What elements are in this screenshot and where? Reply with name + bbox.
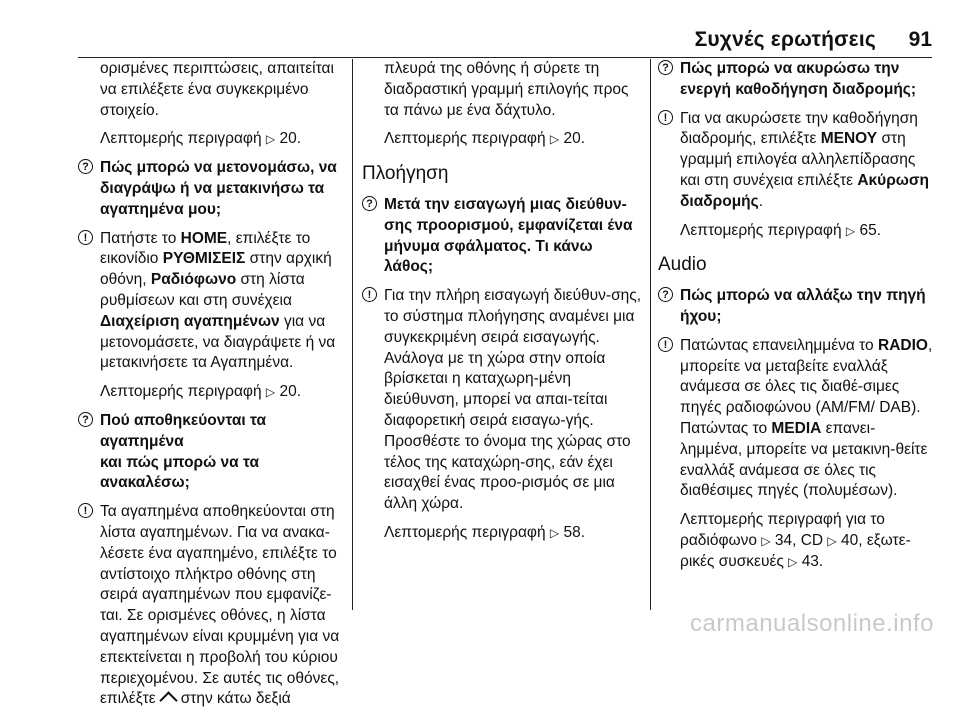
question-text: Πώς μπορώ να αλλάξω την πηγή ήχου; [680, 287, 926, 325]
answer-block [78, 502, 348, 710]
question-block [78, 411, 348, 494]
page-header [0, 0, 960, 58]
answer-text: Για την πλήρη εισαγωγή διεύθυν-σης, το σύστημα πλοήγησης αναμένει μια συγκεκριμένη σειρά εισαγωγής. Ανάλογα με τη χώρα στην οποία βρίσκεται η καταχωρη-μένη διεύθυνση, μπορεί να απαι-τείται διαφορετική σειρά εισαγω-γής. Προσθέστε το όνομα της χώρας στο τέλος της καταχώρη-σης, εάν έχει εισαχθεί ένας προο-ρισμός σε μια άλλη χώρα. [384, 287, 642, 513]
section-heading: Πλοήγηση [362, 163, 449, 185]
answer-block [362, 286, 644, 515]
chevron-up-icon [159, 692, 177, 710]
question-block [78, 158, 348, 220]
column-1 [78, 59, 348, 718]
question-text: Πώς μπορώ να μετονομάσω, να διαγράψω ή να μετακινήσω τα αγαπημένα μου; [100, 159, 337, 218]
column-3 [658, 59, 933, 581]
column-2 [362, 59, 644, 552]
exclamation-circle-icon: ! [658, 110, 673, 125]
page-reference-arrow-icon: ▷ [788, 554, 798, 569]
answer-block [658, 109, 933, 213]
page-reference-arrow-icon: ▷ [827, 533, 837, 548]
question-circle-icon: ? [78, 159, 93, 174]
question-block [658, 59, 933, 101]
intro-paragraph: ορισμένες περιπτώσεις, απαιτείται να επιλέξετε ένα συγκεκριμένο στοιχείο. [100, 60, 334, 119]
column-divider [352, 59, 353, 610]
exclamation-circle-icon: ! [658, 337, 673, 352]
question-text: Πώς μπορώ να ακυρώσω την ενεργή καθοδήγηση διαδρομής; [680, 60, 917, 98]
reference-line: Λεπτομερής περιγραφή για το ραδιόφωνο ▷ 34, CD ▷ 40, εξωτε-ρικές συσκευές ▷ 43. [680, 511, 911, 570]
continued-paragraph: πλευρά της οθόνης ή σύρετε τη διαδραστική γραμμή επιλογής προς τα πάνω με ένα δάχτυλο. [384, 60, 629, 119]
page-title: Συχνές ερωτήσεις [694, 28, 876, 51]
question-block [362, 195, 644, 278]
page-reference-arrow-icon: ▷ [845, 223, 856, 238]
question-circle-icon: ? [362, 196, 377, 211]
watermark: carmanualsonline.info [690, 610, 934, 637]
question-circle-icon: ? [658, 287, 673, 302]
question-circle-icon: ? [78, 412, 93, 427]
header-rule [78, 57, 932, 58]
page-reference-arrow-icon: ▷ [761, 533, 771, 548]
question-text: Μετά την εισαγωγή μιας διεύθυν-σης προορισμού, εμφανίζεται ένα μήνυμα σφάλματος. Τι κάνω λάθος; [384, 195, 633, 276]
question-circle-icon: ? [658, 60, 673, 75]
question-text: Πού αποθηκεύονται τα αγαπημένα και πώς μπορώ να τα ανακαλέσω; [100, 411, 267, 492]
page-reference-arrow-icon: ▷ [549, 525, 560, 540]
answer-block [78, 229, 348, 375]
reference-line: Λεπτομερής περιγραφή ▷ 20. [100, 130, 302, 148]
answer-text: Τα αγαπημένα αποθηκεύονται στη λίστα αγαπημένων. Για να ανακα-λέσετε ένα αγαπημένο, επιλέξτε το αντίστοιχο πλήκτρο οθόνης στη σειρά αγαπημένων που εμφανίζε-ται. Σε ορισμένες οθόνες, η λίστα αγαπημένων είναι κρυμμένη για να επεκτείνεται η προβολή του κύριου περιεχομένου. Σε αυτές τις οθόνες, επιλέξτε στην κάτω δεξιά [100, 503, 339, 707]
column-divider [650, 59, 651, 610]
page-reference-arrow-icon: ▷ [265, 385, 276, 400]
answer-block [658, 336, 933, 502]
answer-text: Πατήστε το HOME, επιλέξτε το εικονίδιο ΡΥΘΜΙΣΕΙΣ στην αρχική οθόνη, Ραδιόφωνο στη λίστα ρυθμίσεων και στη συνέχεια Διαχείριση αγαπημένων για να μετονομάσετε, να διαγράψετε ή να μετακινήσετε τα Αγαπημένα. [100, 229, 336, 372]
page-reference-arrow-icon: ▷ [549, 132, 560, 147]
section-heading: Audio [658, 254, 707, 276]
reference-line: Λεπτομερής περιγραφή ▷ 65. [680, 221, 882, 239]
page-reference-arrow-icon: ▷ [265, 132, 276, 147]
exclamation-circle-icon: ! [362, 287, 377, 302]
reference-line: Λεπτομερής περιγραφή ▷ 20. [384, 130, 586, 148]
answer-text: Πατώντας επανειλημμένα το RADIO, μπορείτε να μεταβείτε εναλλάξ ανάμεσα σε όλες τις διαθέ-σιμες πηγές ραδιοφώνου (AM/FM/ DAB). Πατώντας το MEDIA επανει-λημμένα, μπορείτε να μετακινη-θείτε εναλλάξ ανάμεσα σε όλες τις διαθέσιμες πηγές (πολυμέσων). [680, 336, 933, 500]
exclamation-circle-icon: ! [78, 503, 93, 518]
reference-line: Λεπτομερής περιγραφή ▷ 58. [384, 523, 586, 541]
question-block [658, 286, 933, 328]
answer-text: Για να ακυρώσετε την καθοδήγηση διαδρομής, επιλέξτε ΜΕΝΟΥ στη γραμμή επιλογέα αλληλεπίδρασης και στη συνέχεια επιλέξτε Ακύρωση διαδρομής. [680, 109, 929, 210]
exclamation-circle-icon: ! [78, 230, 93, 245]
page-number: 91 [908, 28, 932, 51]
reference-line: Λεπτομερής περιγραφή ▷ 20. [100, 383, 302, 401]
